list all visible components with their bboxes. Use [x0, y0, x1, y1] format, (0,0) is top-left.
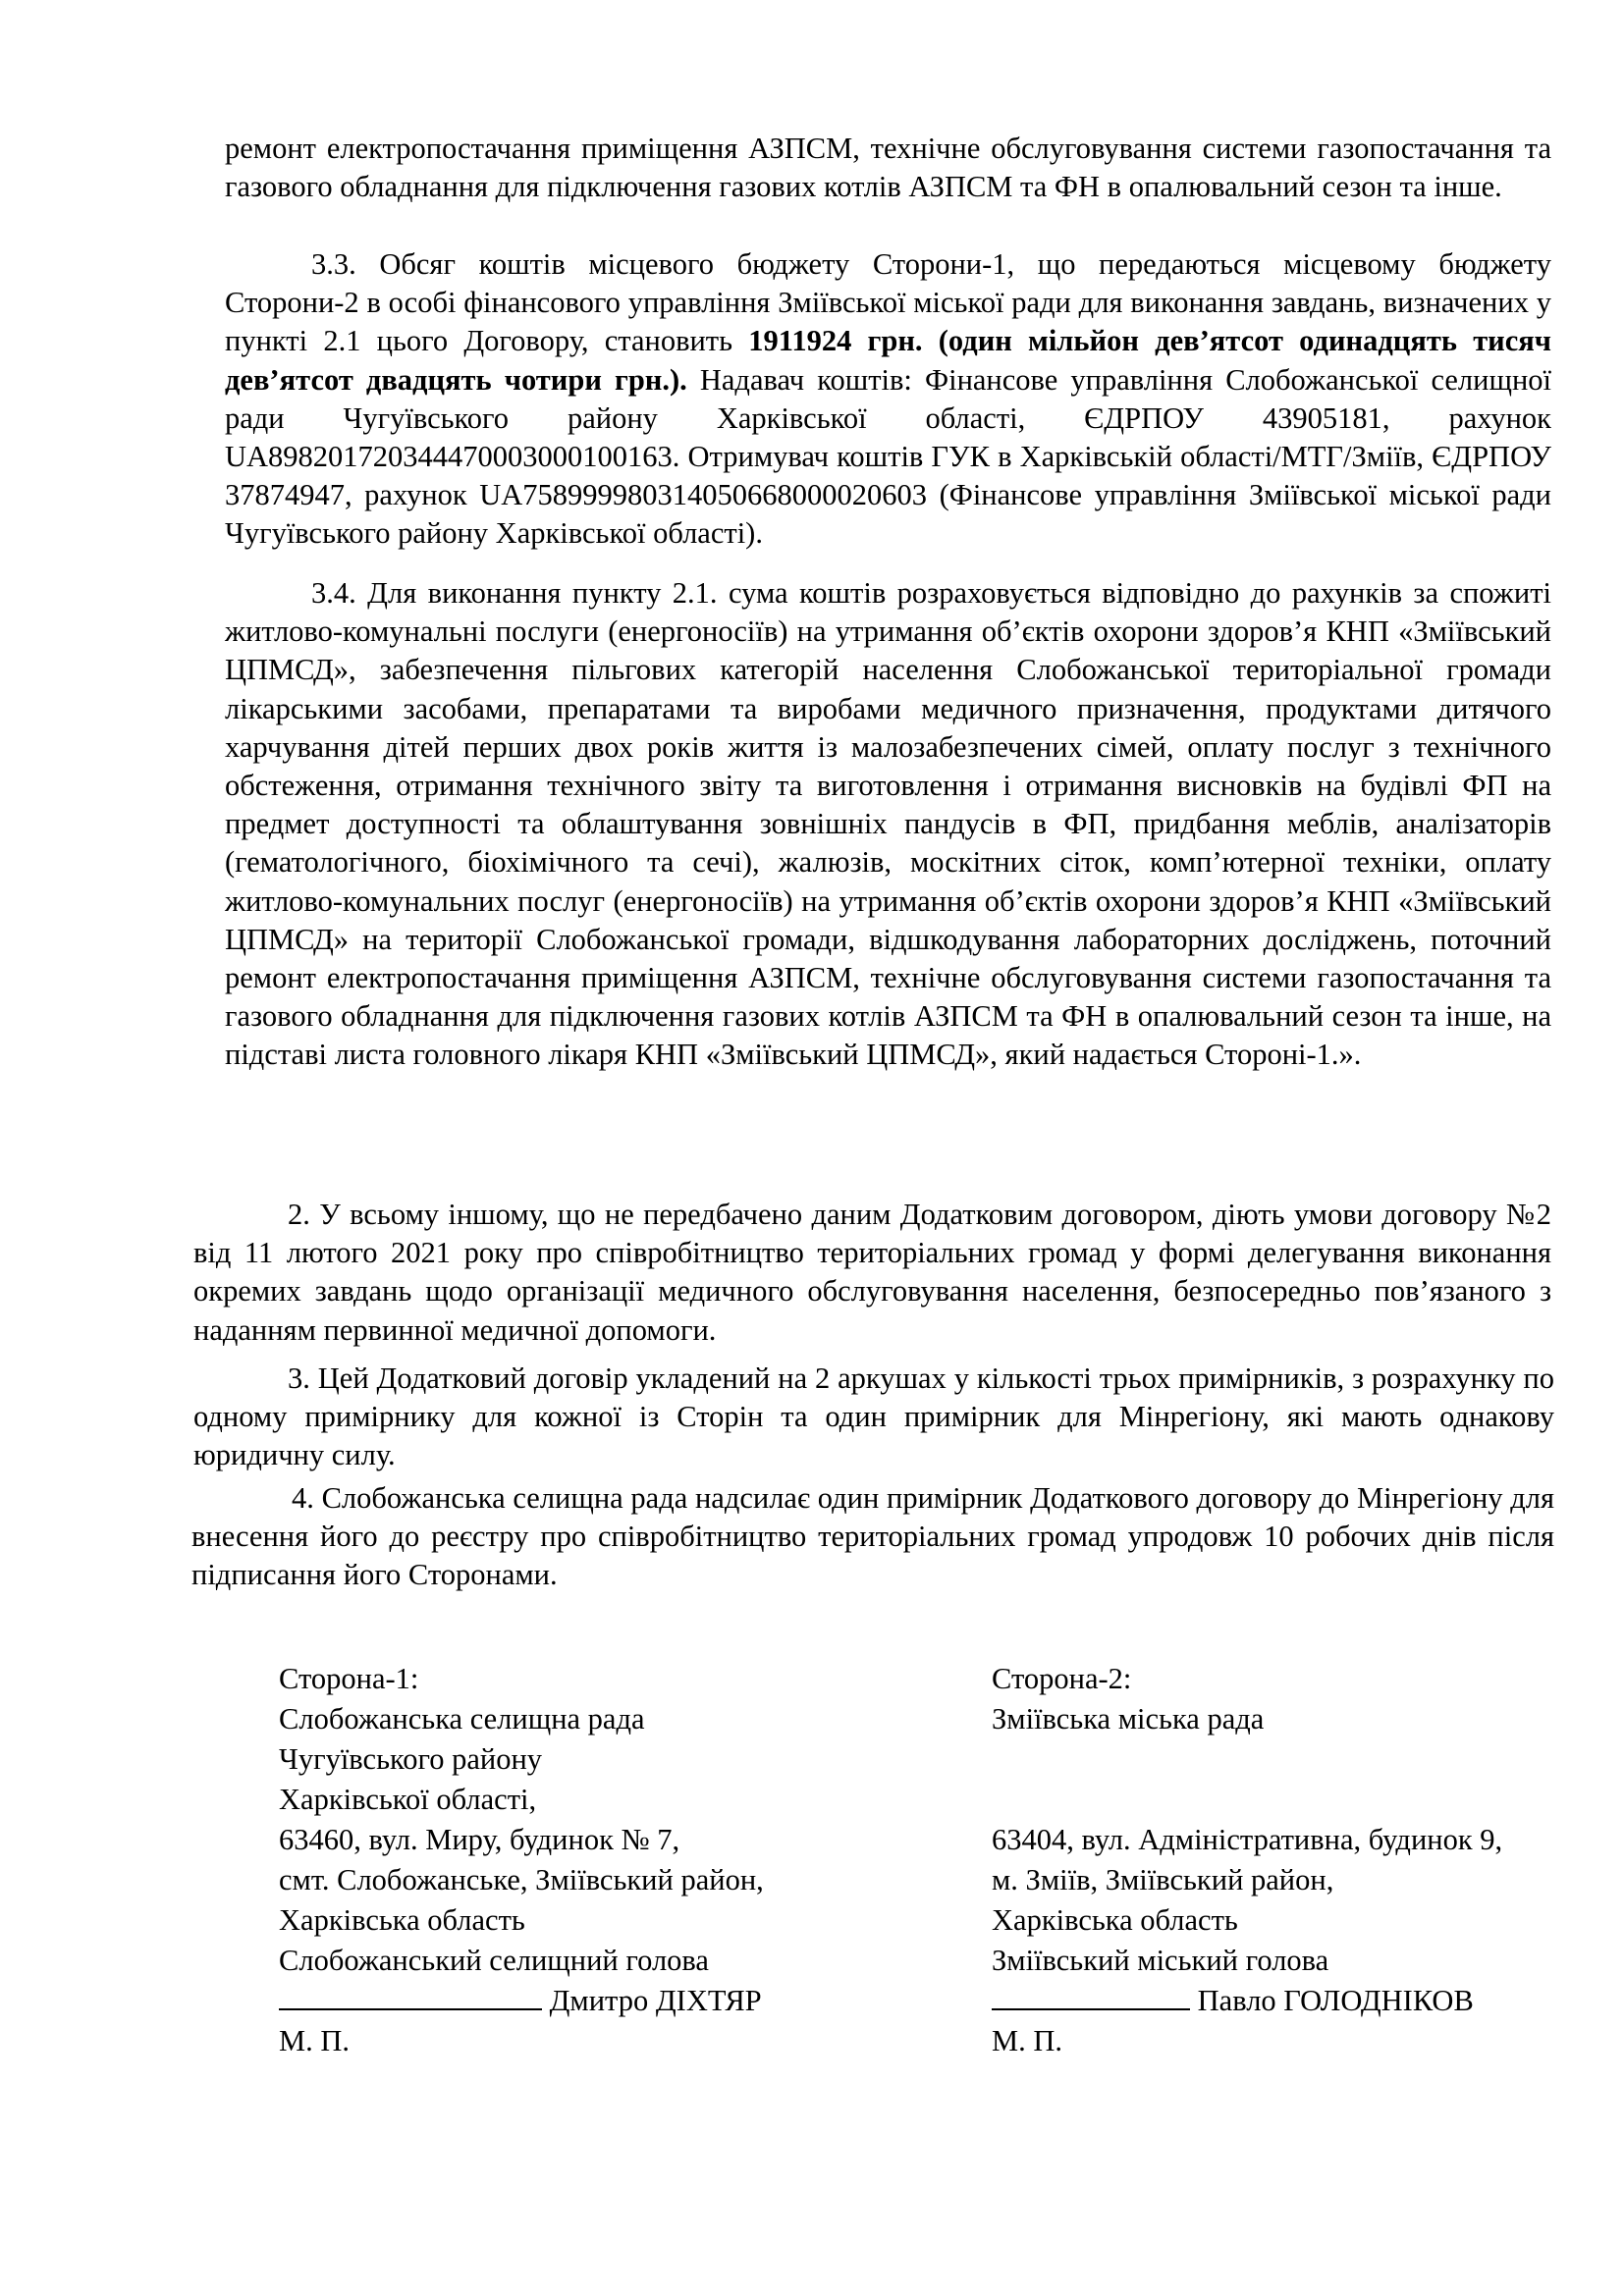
- party-2-position: Зміївський міський голова: [992, 1944, 1329, 1977]
- paragraph-continuation: [225, 130, 1551, 206]
- amount-bold: 1911924 грн. (один мільйон дев’ятсот одинадцять тисяч дев’ятсот двадцять чотири грн.).: [225, 324, 1551, 397]
- party-1-seal: М. П.: [279, 2024, 351, 2057]
- party-1-name: Слобожанська селищна рада: [279, 1702, 645, 1735]
- paragraph-3-4: [225, 574, 1551, 1075]
- party-1-signature-block: [279, 1659, 764, 2061]
- paragraph-text: 2. У всьому іншому, що не передбачено даним Додатковим договором, діють умови договору №2 від 11 лютого 2021 року про співробітництво територіальних громад у формі делегування виконання окремих завдань щодо організації медичного обслуговування населення, безпосередньо пов’язаного з наданням первинної медичної допомоги.: [193, 1198, 1551, 1347]
- party-2-signature-line: [992, 1981, 1502, 2021]
- party-1-address: 63460, вул. Миру, будинок № 7,: [279, 1823, 680, 1856]
- party-2-heading: Сторона-2:: [992, 1662, 1132, 1695]
- party-1-signature-line: [279, 1981, 764, 2021]
- party-2-signature-block: [992, 1659, 1502, 2061]
- party-1-signer: Дмитро ДІХТЯР: [549, 1984, 762, 2017]
- party-1-heading: Сторона-1:: [279, 1662, 419, 1695]
- paragraph-text: 4. Слобожанська селищна рада надсилає один примірник Додаткового договору до Мінрегіону для внесення його до реєстру про співробітництво територіальних громад упродовж 10 робочих днів після підписання його Сторонами.: [191, 1481, 1554, 1592]
- party-2-signer: Павло ГОЛОДНІКОВ: [1197, 1984, 1474, 2017]
- party-2-name: Зміївська міська рада: [992, 1702, 1265, 1735]
- party-1-position: Слобожанський селищний голова: [279, 1944, 709, 1977]
- paragraph-text: Надавач коштів: Фінансове управління Слобожанської селищної ради Чугуївського району Харківської області, ЄДРПОУ 43905181, рахунок UA898201720344470003000100163. Отримувач коштів ГУК в Харківській області/МТГ/Зміїв, ЄДРПОУ 37874947, рахунок UA758999980314050668000020603 (Фінансове управління Зміївської міської ради Чугуївського району Харківської області).: [225, 362, 1551, 551]
- party-1-name: Харківської області,: [279, 1783, 537, 1816]
- paragraph-text: 3.3. Обсяг коштів місцевого бюджету Сторони-1, що передаються місцевому бюджету Сторони-2 в особі фінансового управління Зміївської міської ради для виконання завдань, визначених у пункті 2.1 цього Договору, становить: [225, 247, 1551, 358]
- party-1-name: Чугуївського району: [279, 1742, 543, 1776]
- party-2-address: 63404, вул. Адміністративна, будинок 9,: [992, 1823, 1503, 1856]
- party-1-address: Харківська область: [279, 1903, 525, 1937]
- paragraph-4: [191, 1479, 1554, 1595]
- party-2-address: Харківська область: [992, 1903, 1238, 1937]
- paragraph-2: [193, 1196, 1551, 1350]
- signature-line: [992, 1983, 1190, 2010]
- paragraph-text: ремонт електропостачання приміщення АЗПСМ, технічне обслуговування системи газопостачання та газового обладнання для підключення газових котлів АЗПСМ та ФН в опалювальний сезон та інше.: [225, 132, 1551, 204]
- paragraph-3-3: [225, 245, 1551, 554]
- party-2-seal: М. П.: [992, 2024, 1063, 2057]
- paragraph-text: 3. Цей Додатковий договір укладений на 2 аркушах у кількості трьох примірників, з розрахунку по одному примірнику для кожної із Сторін та один примірник для Мінрегіону, які мають однакову юридичну силу.: [193, 1362, 1554, 1472]
- paragraph-text: 3.4. Для виконання пункту 2.1. сума коштів розраховується відповідно до рахунків за спожиті житлово-комунальні послуги (енергоносіїв) на утримання об’єктів охорони здоров’я КНП «Зміївський ЦПМСД», забезпечення пільгових категорій населення Слобожанської територіальної громади лікарськими засобами, препаратами та виробами медичного призначення, продуктами дитячого харчування дітей перших двох років життя із малозабезпечених сімей, оплату послуг з технічного обстеження, отримання технічного звіту та виготовлення і отримання висновків на будівлі ФП на предмет доступності та облаштування зовнішніх пандусів в ФП, придбання меблів, аналізаторів (гематологічного, біохімічного та сечі), жалюзів, москітних сіток, комп’ютерної техніки, оплату житлово-комунальних послуг (енергоносіїв) на утримання об’єктів охорони здоров’я КНП «Зміївський ЦПМСД» на території Слобожанської громади, відшкодування лабораторних досліджень, поточний ремонт електропостачання приміщення АЗПСМ, технічне обслуговування системи газопостачання та газового обладнання для підключення газових котлів АЗПСМ та ФН в опалювальний сезон та інше, на підставі листа головного лікаря КНП «Зміївський ЦПМСД», який надається Стороні-1.».: [225, 576, 1551, 1072]
- party-1-address: смт. Слобожанське, Зміївський район,: [279, 1863, 764, 1896]
- paragraph-3: [193, 1360, 1554, 1475]
- party-2-address: м. Зміїв, Зміївський район,: [992, 1863, 1334, 1896]
- signature-line: [279, 1983, 542, 2010]
